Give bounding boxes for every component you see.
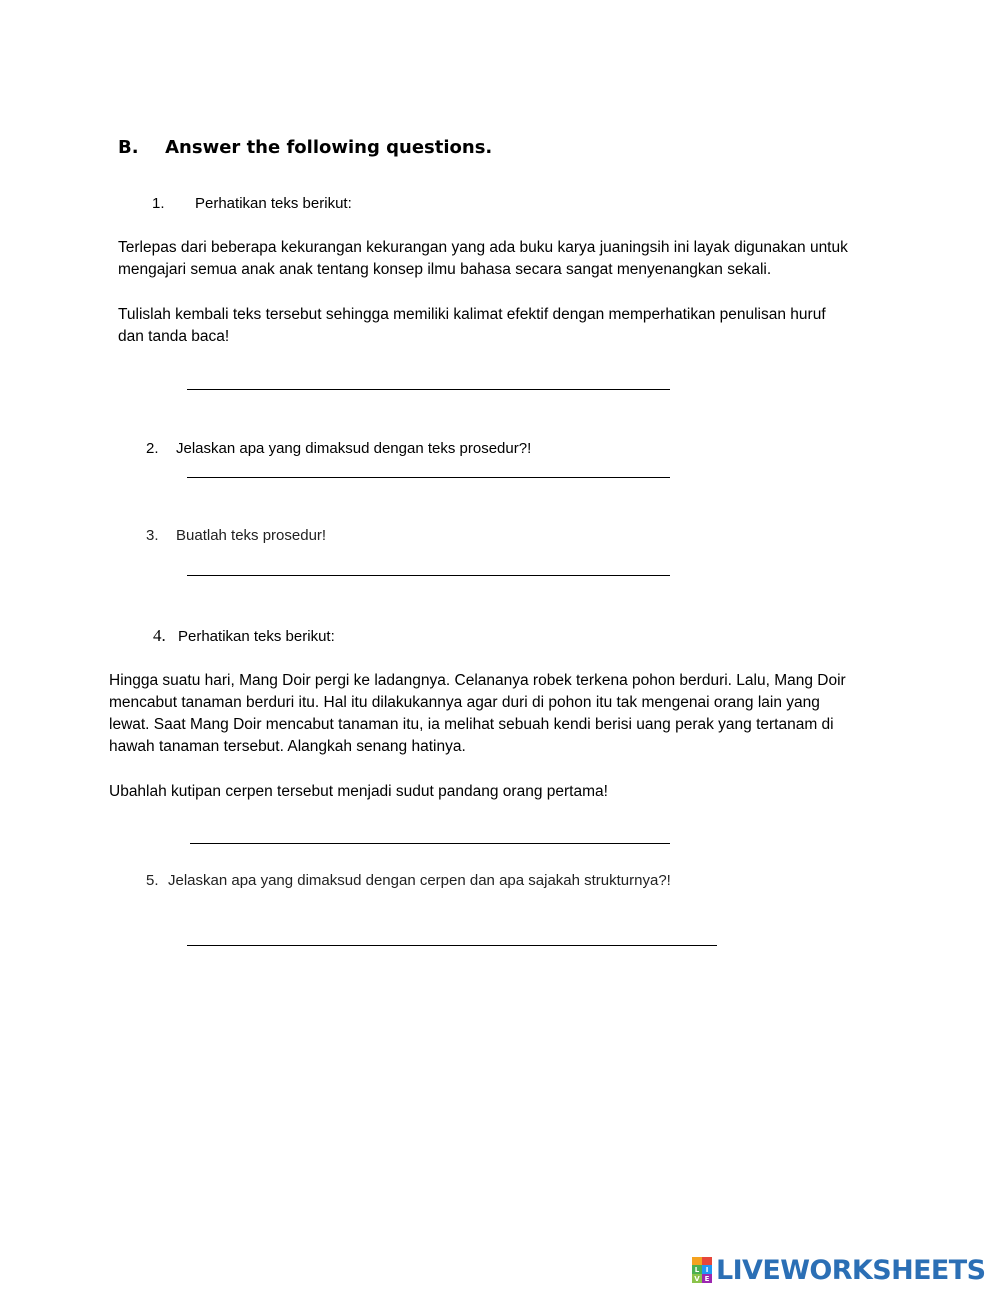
question-4-passage xyxy=(109,670,846,758)
question-1-instruction xyxy=(118,304,826,348)
answer-line-2[interactable] xyxy=(187,477,670,478)
section-letter: B. xyxy=(118,137,139,158)
liveworksheets-logo xyxy=(692,1254,985,1286)
passage-line: lewat. Saat Mang Doir mencabut tanaman itu, ia melihat sebuah kendi berisi uang perak yang tertanam di xyxy=(109,716,834,733)
logo-mark-cell xyxy=(692,1257,702,1265)
logo-mark-cell: E xyxy=(702,1274,712,1283)
question-number: 4. xyxy=(153,626,166,645)
question-number: 1. xyxy=(152,195,165,212)
section-title: Answer the following questions. xyxy=(165,137,493,158)
question-3-prompt-row xyxy=(146,525,326,547)
question-5-prompt-row xyxy=(146,870,671,892)
logo-mark-cell: V xyxy=(692,1274,702,1283)
question-prompt: Jelaskan apa yang dimaksud dengan cerpen dan apa sajakah strukturnya?! xyxy=(168,872,671,889)
answer-line-5[interactable] xyxy=(187,945,717,946)
passage-line: Terlepas dari beberapa kekurangan kekurangan yang ada buku karya juaningsih ini layak digunakan untuk xyxy=(118,239,848,256)
passage-line: mengajari semua anak anak tentang konsep ilmu bahasa secara sangat menyenangkan sekali. xyxy=(118,261,772,278)
question-4-prompt-row xyxy=(153,625,335,648)
question-prompt: Jelaskan apa yang dimaksud dengan teks prosedur?! xyxy=(176,440,532,457)
passage-line: Hingga suatu hari, Mang Doir pergi ke ladangnya. Celananya robek terkena pohon berduri. Lalu, Mang Doir xyxy=(109,672,846,689)
answer-line-3[interactable] xyxy=(187,575,670,576)
question-4-instruction xyxy=(109,781,608,803)
logo-mark-cell: I xyxy=(702,1265,712,1274)
answer-line-1[interactable] xyxy=(187,389,670,390)
question-1-passage xyxy=(118,237,848,281)
passage-line: mencabut tanaman berduri itu. Hal itu dilakukannya agar duri di pohon itu tak mengenai orang lain yang xyxy=(109,694,820,711)
section-heading xyxy=(118,137,492,158)
instruction-line: Ubahlah kutipan cerpen tersebut menjadi sudut pandang orang pertama! xyxy=(109,783,608,800)
answer-line-4[interactable] xyxy=(190,843,670,844)
question-number: 5. xyxy=(146,872,159,889)
passage-line: hawah tanaman tersebut. Alangkah senang hatinya. xyxy=(109,738,466,755)
question-prompt: Buatlah teks prosedur! xyxy=(176,527,327,544)
logo-mark-cell: L xyxy=(692,1265,702,1274)
instruction-line: dan tanda baca! xyxy=(118,328,230,345)
question-prompt: Perhatikan teks berikut: xyxy=(178,628,335,645)
question-number: 2. xyxy=(146,440,159,457)
question-2-prompt-row xyxy=(146,438,531,460)
logo-mark-icon xyxy=(692,1257,712,1283)
logo-mark-cell xyxy=(702,1257,712,1265)
logo-text: LIVEWORKSHEETS xyxy=(716,1254,986,1286)
question-number: 3. xyxy=(146,527,159,544)
question-prompt: Perhatikan teks berikut: xyxy=(195,195,352,212)
question-1-prompt-row xyxy=(152,193,352,215)
instruction-line: Tulislah kembali teks tersebut sehingga memiliki kalimat efektif dengan memperhatikan penulisan huruf xyxy=(118,306,826,323)
